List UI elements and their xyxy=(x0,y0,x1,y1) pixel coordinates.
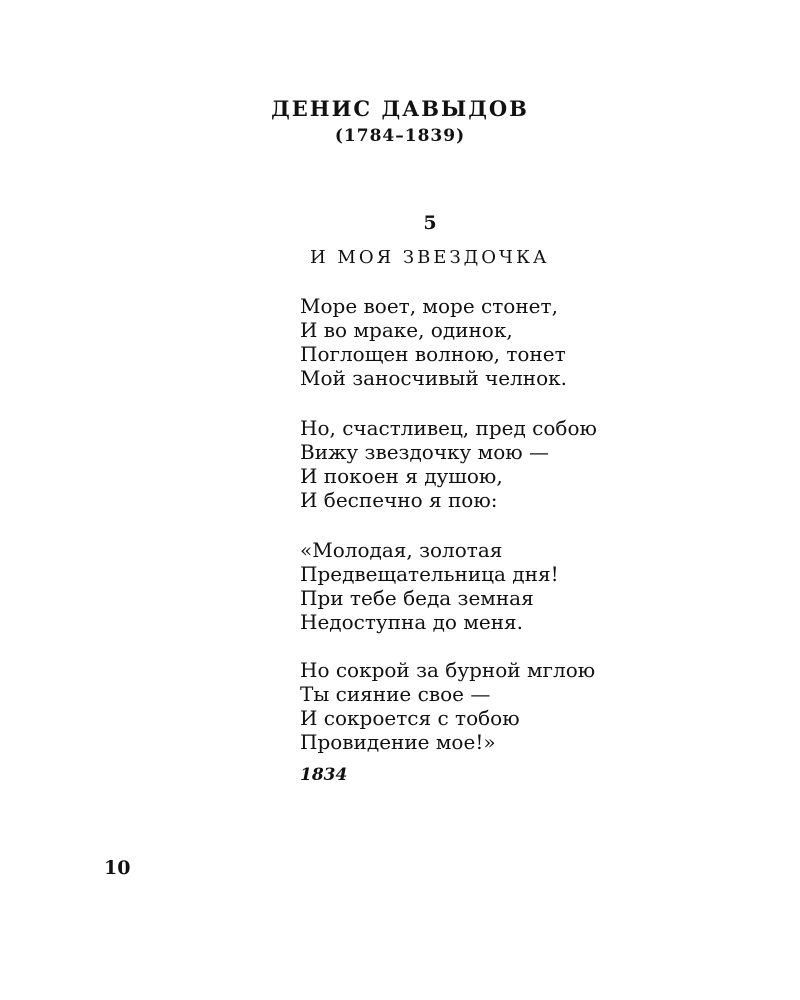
poem-line: Предвещательница дня! xyxy=(300,562,559,586)
poem-line: Но сокрой за бурной мглою xyxy=(300,658,596,682)
stanza-2 xyxy=(300,416,597,512)
poem-line: Ты сияние свое — xyxy=(300,682,491,706)
poem-line: Поглощен волною, тонет xyxy=(300,342,566,366)
poem-date: 1834 xyxy=(300,765,348,785)
poem-line: И беспечно я пою: xyxy=(300,488,498,512)
poem-line: «Молодая, золотая xyxy=(300,538,503,562)
poem-line: Море воет, море стонет, xyxy=(300,294,558,318)
stanza-1 xyxy=(300,294,567,390)
page-number: 10 xyxy=(104,857,131,879)
poem-line: И во мраке, одинок, xyxy=(300,318,513,342)
poem-title: И МОЯ ЗВЕЗДОЧКА xyxy=(310,247,550,268)
poem-line: Недоступна до меня. xyxy=(300,610,524,634)
poem-line: Мой заносчивый челнок. xyxy=(300,366,568,390)
poem-line: И сокроется с тобою xyxy=(300,706,520,730)
poem-line: И покоен я душою, xyxy=(300,464,503,488)
stanza-3 xyxy=(300,538,559,634)
poem-line: При тебе беда земная xyxy=(300,586,534,610)
poem-number: 5 xyxy=(423,212,437,234)
poem-line: Но, счастливец, пред собою xyxy=(300,416,597,440)
author-name: ДЕНИС ДАВЫДОВ xyxy=(271,96,529,121)
poem-line: Провидение мое!» xyxy=(300,730,496,754)
poem-line: Вижу звездочку мою — xyxy=(300,440,550,464)
stanza-4 xyxy=(300,658,595,754)
author-years: (1784–1839) xyxy=(334,126,466,146)
